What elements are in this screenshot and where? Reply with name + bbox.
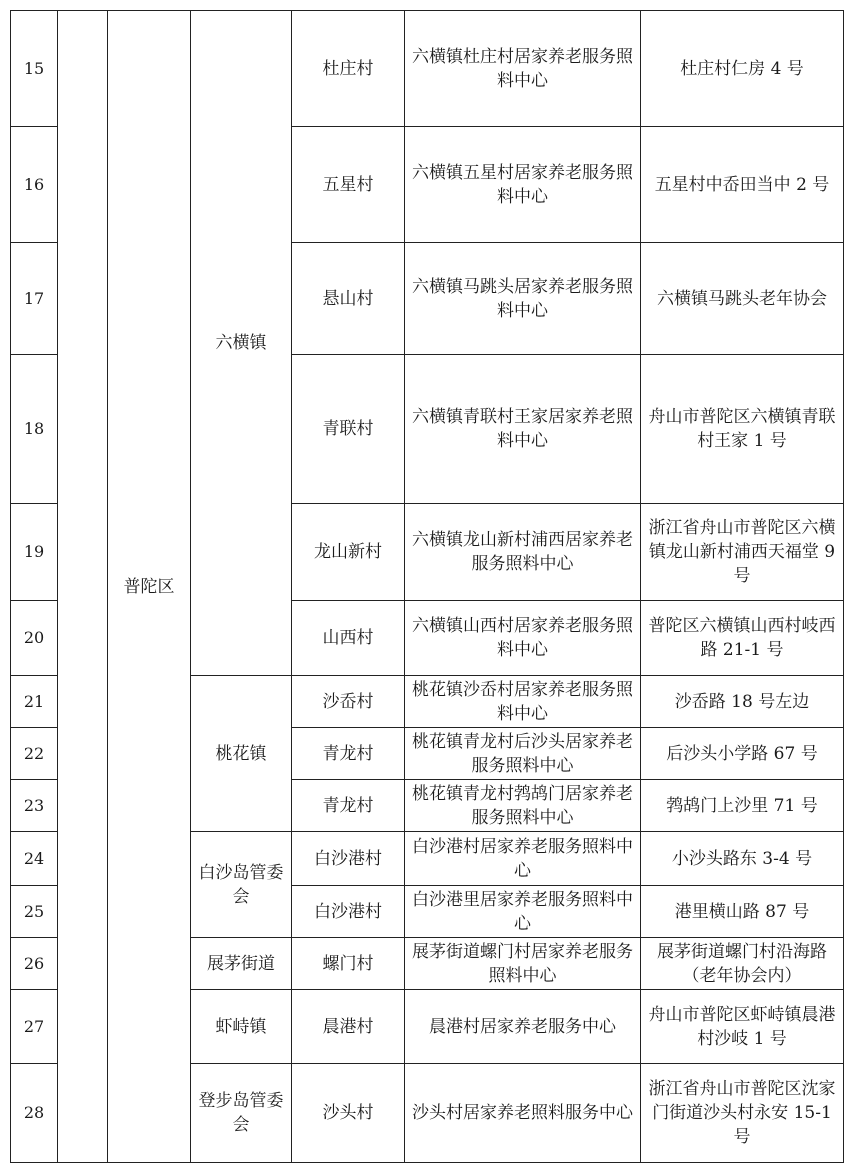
village-cell: 白沙港村 [292, 886, 405, 938]
center-name-cell: 桃花镇沙岙村居家养老服务照料中心 [405, 676, 641, 728]
town-cell: 虾峙镇 [191, 990, 292, 1064]
row-number: 23 [11, 780, 58, 832]
row-number: 28 [11, 1064, 58, 1163]
row-number: 16 [11, 127, 58, 243]
center-name-cell: 桃花镇青龙村鹁鸪门居家养老服务照料中心 [405, 780, 641, 832]
village-cell: 晨港村 [292, 990, 405, 1064]
village-cell: 沙岙村 [292, 676, 405, 728]
village-cell: 山西村 [292, 601, 405, 676]
center-name-cell: 六横镇龙山新村浦西居家养老服务照料中心 [405, 504, 641, 601]
row-number: 22 [11, 728, 58, 780]
center-name-cell: 展茅街道螺门村居家养老服务照料中心 [405, 938, 641, 990]
district-cell: 普陀区 [108, 11, 191, 1163]
center-name-cell: 六横镇马跳头居家养老服务照料中心 [405, 243, 641, 355]
village-cell: 青联村 [292, 355, 405, 504]
town-cell: 六横镇 [191, 11, 292, 676]
center-name-cell: 晨港村居家养老服务中心 [405, 990, 641, 1064]
row-number: 25 [11, 886, 58, 938]
address-cell: 舟山市普陀区六横镇青联村王家 1 号 [641, 355, 844, 504]
row-number: 21 [11, 676, 58, 728]
village-cell: 龙山新村 [292, 504, 405, 601]
center-name-cell: 沙头村居家养老照料服务中心 [405, 1064, 641, 1163]
village-cell: 沙头村 [292, 1064, 405, 1163]
address-cell: 小沙头路东 3-4 号 [641, 832, 844, 886]
center-name-cell: 白沙港里居家养老服务照料中心 [405, 886, 641, 938]
address-cell: 普陀区六横镇山西村岐西路 21-1 号 [641, 601, 844, 676]
address-cell: 五星村中岙田当中 2 号 [641, 127, 844, 243]
address-cell: 沙岙路 18 号左边 [641, 676, 844, 728]
address-cell: 浙江省舟山市普陀区沈家门街道沙头村永安 15-1 号 [641, 1064, 844, 1163]
row-number: 26 [11, 938, 58, 990]
address-cell: 六横镇马跳头老年协会 [641, 243, 844, 355]
address-cell: 浙江省舟山市普陀区六横镇龙山新村浦西天福堂 9 号 [641, 504, 844, 601]
center-name-cell: 六横镇杜庄村居家养老服务照料中心 [405, 11, 641, 127]
center-name-cell: 白沙港村居家养老服务照料中心 [405, 832, 641, 886]
center-name-cell: 六横镇青联村王家居家养老照料中心 [405, 355, 641, 504]
address-cell: 后沙头小学路 67 号 [641, 728, 844, 780]
address-cell: 展茅街道螺门村沿海路（老年协会内） [641, 938, 844, 990]
village-cell: 杜庄村 [292, 11, 405, 127]
address-cell: 舟山市普陀区虾峙镇晨港村沙岐 1 号 [641, 990, 844, 1064]
row-number: 18 [11, 355, 58, 504]
town-cell: 登步岛管委会 [191, 1064, 292, 1163]
center-name-cell: 六横镇山西村居家养老服务照料中心 [405, 601, 641, 676]
elderly-care-center-table [10, 10, 844, 1163]
blank-column-cell [58, 11, 108, 1163]
town-cell: 白沙岛管委会 [191, 832, 292, 938]
table-row [11, 11, 844, 127]
address-cell: 鹁鸪门上沙里 71 号 [641, 780, 844, 832]
address-cell: 港里横山路 87 号 [641, 886, 844, 938]
town-cell: 桃花镇 [191, 676, 292, 832]
village-cell: 青龙村 [292, 780, 405, 832]
address-cell: 杜庄村仁房 4 号 [641, 11, 844, 127]
row-number: 24 [11, 832, 58, 886]
village-cell: 白沙港村 [292, 832, 405, 886]
row-number: 19 [11, 504, 58, 601]
village-cell: 悬山村 [292, 243, 405, 355]
village-cell: 螺门村 [292, 938, 405, 990]
center-name-cell: 桃花镇青龙村后沙头居家养老服务照料中心 [405, 728, 641, 780]
village-cell: 五星村 [292, 127, 405, 243]
center-name-cell: 六横镇五星村居家养老服务照料中心 [405, 127, 641, 243]
row-number: 17 [11, 243, 58, 355]
row-number: 20 [11, 601, 58, 676]
row-number: 15 [11, 11, 58, 127]
town-cell: 展茅街道 [191, 938, 292, 990]
row-number: 27 [11, 990, 58, 1064]
village-cell: 青龙村 [292, 728, 405, 780]
